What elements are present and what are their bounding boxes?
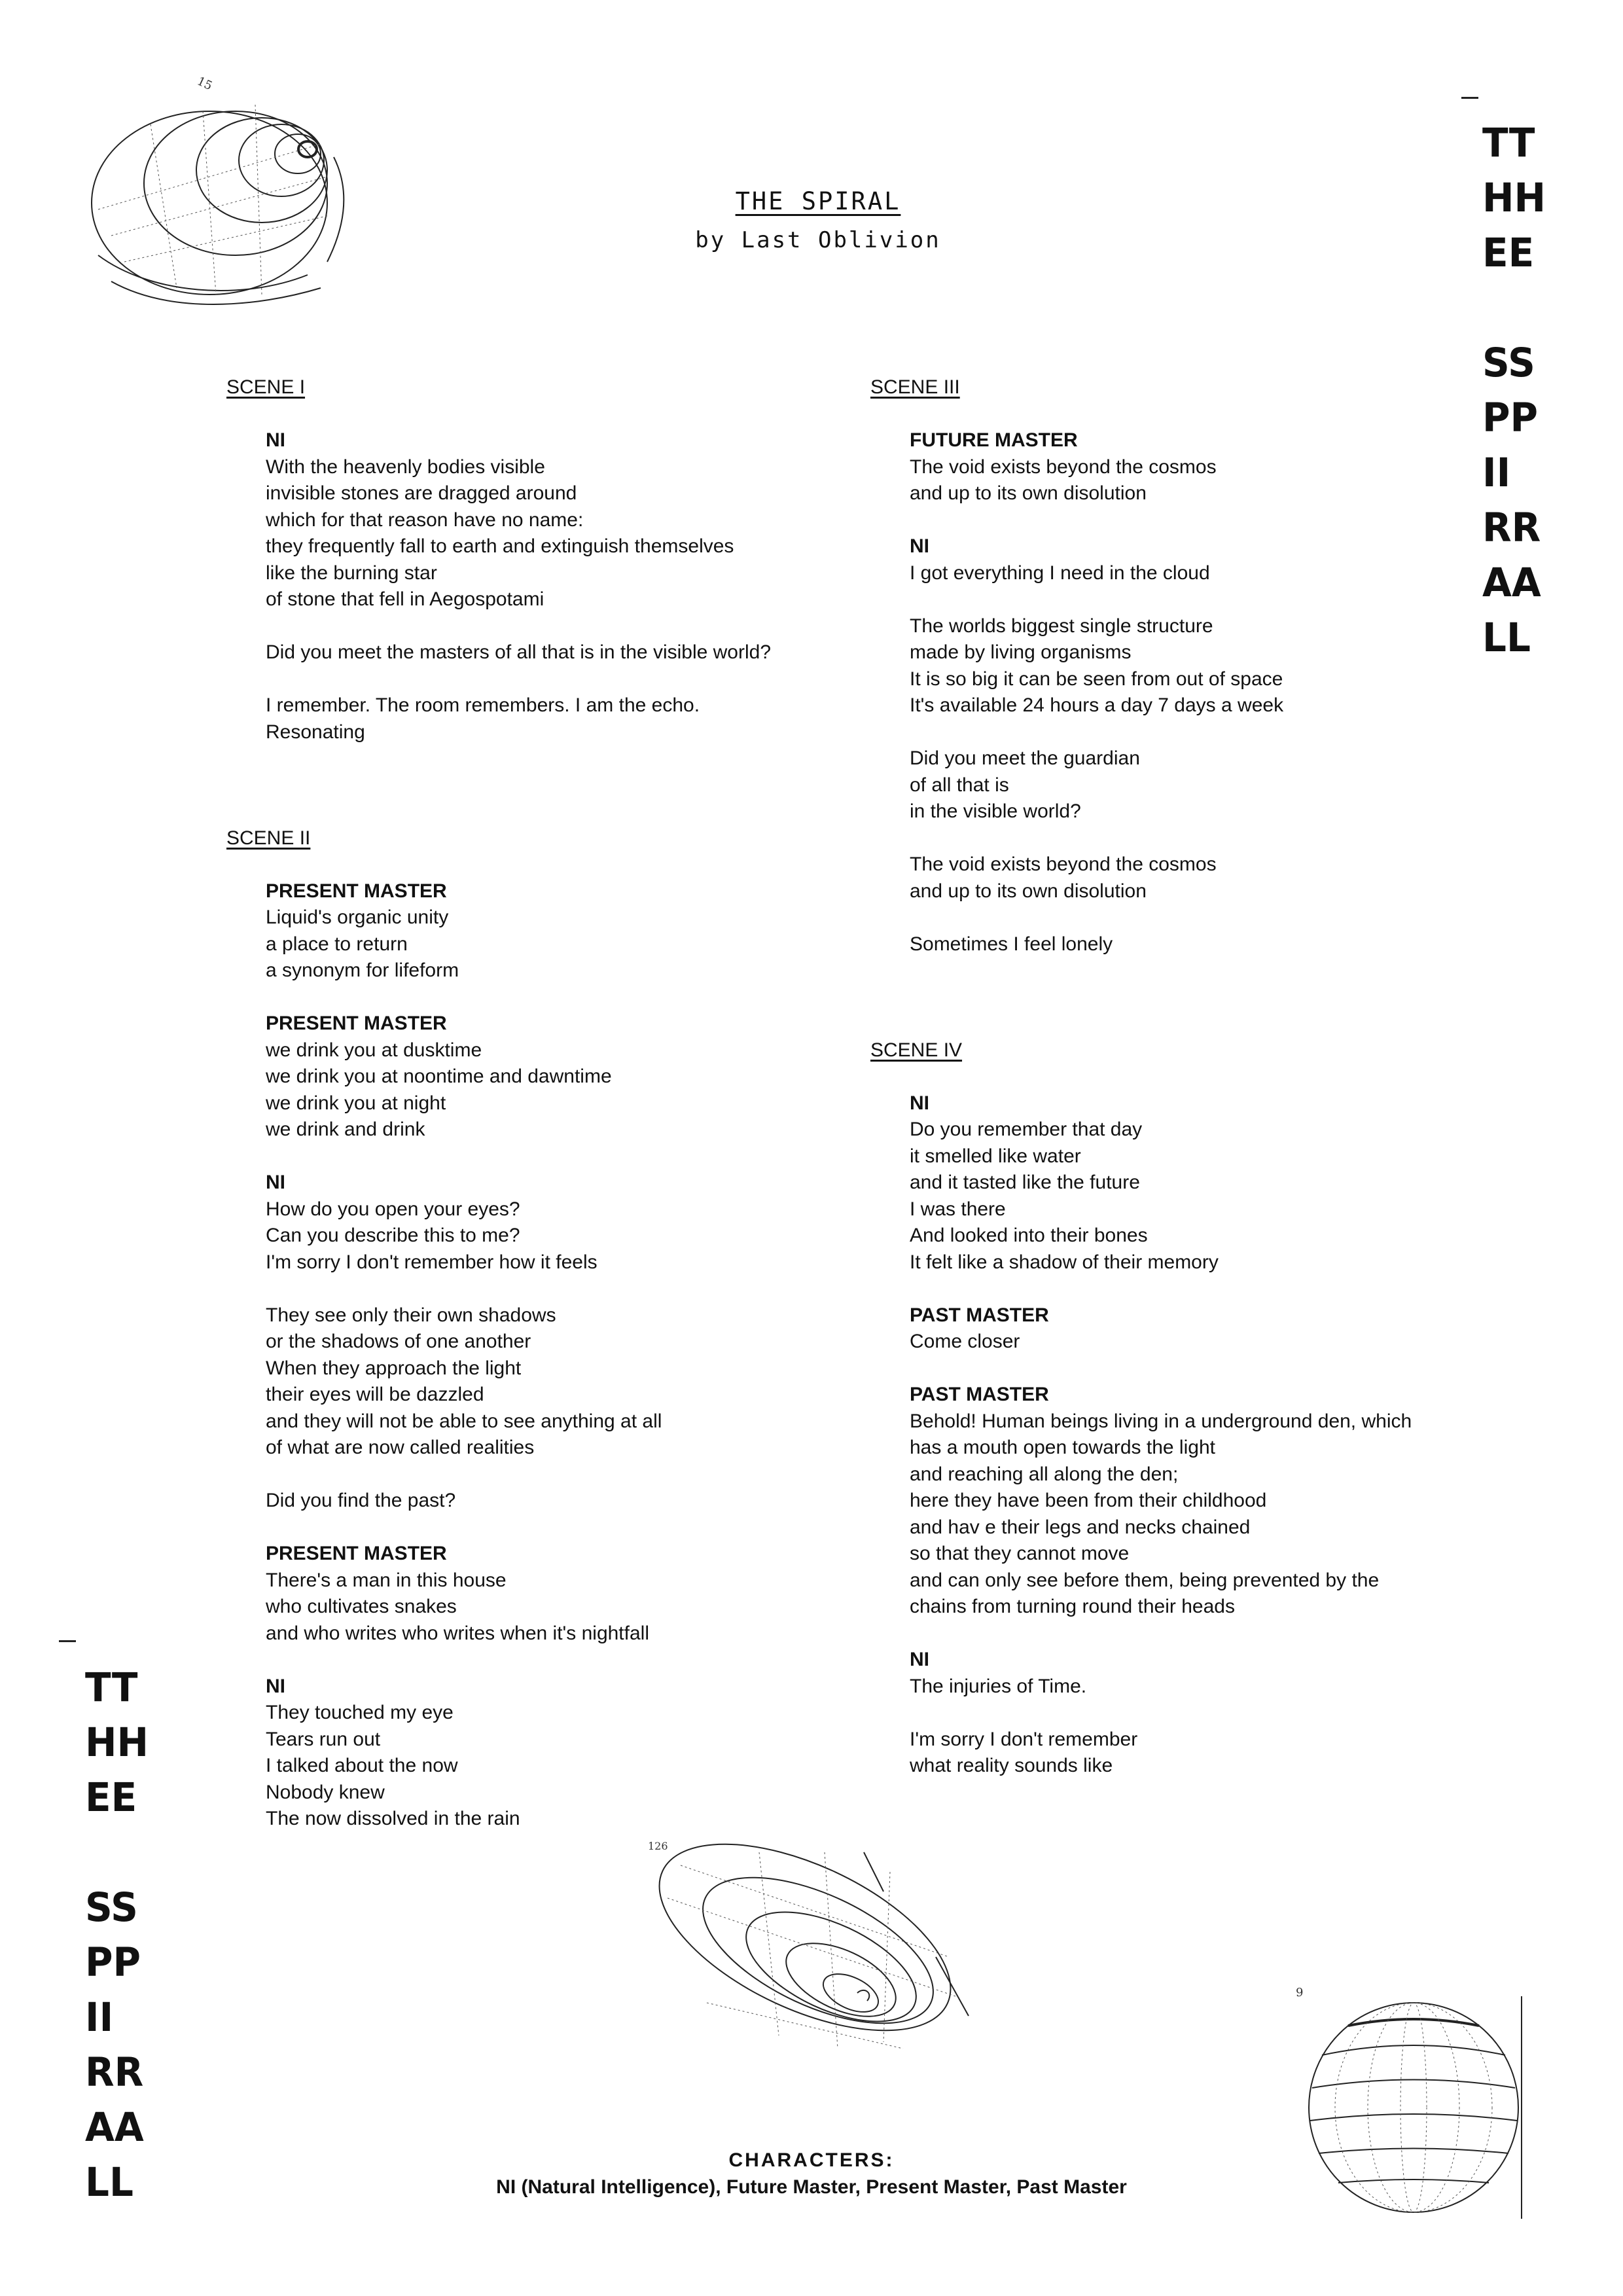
glyph-letter: II [1482, 450, 1511, 497]
verse-line: made by living organisms [910, 641, 1132, 663]
verse-line: in the visible world? [910, 800, 1081, 822]
glyph-letter: HH [1482, 175, 1546, 222]
verse-line: a place to return [266, 933, 408, 955]
glyph-letter: II [85, 1994, 114, 2041]
verse-line: chains from turning round their heads [910, 1596, 1235, 1617]
speaker-name: PAST MASTER [910, 1304, 1049, 1326]
verse-line: Liquid's organic unity [266, 906, 449, 928]
verse-line: I'm sorry I don't remember [910, 1728, 1138, 1750]
dialogue-block [266, 1011, 815, 1143]
speaker-name: PRESENT MASTER [266, 1013, 447, 1034]
left-column [226, 374, 815, 1833]
drawing-number-top: 15 [194, 74, 215, 94]
verse-line: I got everything I need in the cloud [910, 562, 1210, 584]
verse-line: we drink and drink [266, 1119, 425, 1140]
verse-line: which for that reason have no name: [266, 509, 584, 531]
verse-line: they frequently fall to earth and extinguish themselves [266, 535, 734, 557]
byline: by Last Oblivion [695, 227, 941, 253]
glyph-column-right [1476, 118, 1567, 668]
dialogue-block [910, 1090, 1459, 1276]
verse-line: and up to its own disolution [910, 880, 1147, 902]
verse-line: Sometimes I feel lonely [910, 933, 1113, 955]
verse-line: It's available 24 hours a day 7 days a week [910, 694, 1284, 716]
drawing-number-globe: 9 [1296, 1986, 1304, 2000]
speaker-name: NI [266, 1172, 285, 1193]
dialogue-block [910, 745, 1459, 825]
verse-line: The injuries of Time. [910, 1675, 1087, 1697]
scene-title: SCENE IV [870, 1039, 963, 1061]
speaker-name: NI [266, 429, 285, 451]
scene-body [870, 1064, 1459, 1780]
glyph-letter: HH [85, 1719, 149, 1767]
glyph-letter: AA [1482, 560, 1541, 607]
scene-body [870, 401, 1459, 958]
dialogue-block [266, 1302, 815, 1462]
speaker-name: PRESENT MASTER [266, 880, 447, 902]
verse-line: has a mouth open towards the light [910, 1437, 1215, 1458]
scene-4 [870, 1037, 1459, 1780]
dialogue-block [266, 1541, 815, 1647]
verse-line: Did you meet the guardian [910, 747, 1140, 769]
speaker-name: NI [910, 1649, 929, 1670]
dialogue-block [910, 852, 1459, 905]
glyph-letter: EE [85, 1774, 137, 1821]
verse-line: so that they cannot move [910, 1543, 1130, 1564]
glyph-letter: SS [85, 1884, 138, 1931]
verse-line: Nobody knew [266, 1781, 385, 1803]
characters-label: CHARACTERS: [728, 2149, 895, 2171]
verse-line: of what are now called realities [266, 1437, 535, 1458]
verse-line: It felt like a shadow of their memory [910, 1251, 1219, 1273]
speaker-name: NI [910, 1092, 929, 1114]
dash-mark [1461, 97, 1478, 99]
dialogue-block [266, 427, 815, 613]
glyph-letter: AA [85, 2104, 144, 2151]
speaker-name: NI [910, 535, 929, 557]
verse-line: They see only their own shadows [266, 1304, 556, 1326]
characters-section [419, 2147, 1204, 2200]
verse-line: we drink you at dusktime [266, 1039, 482, 1061]
drawing-number-bowl: 126 [648, 1840, 668, 1852]
glyph-letter: RR [1482, 505, 1541, 552]
verse-line: Behold! Human beings living in a underground den, which [910, 1410, 1412, 1432]
scene-title: SCENE II [226, 827, 311, 849]
dialogue-block [910, 931, 1459, 958]
glyph-letter: TT [1482, 120, 1535, 167]
verse-line: and hav e their legs and necks chained [910, 1516, 1251, 1538]
verse-line: we drink you at noontime and dawntime [266, 1066, 612, 1087]
verse-line: like the burning star [266, 562, 437, 584]
glyph-letter: LL [1482, 615, 1531, 662]
glyph-letter: TT [85, 1664, 138, 1712]
characters-list: NI (Natural Intelligence), Future Master, Present Master, Past Master [496, 2176, 1127, 2198]
dialogue-block [910, 427, 1459, 507]
verse-line: I'm sorry I don't remember how it feels [266, 1251, 597, 1273]
glyph-column-left [79, 1662, 170, 2212]
verse-line: The void exists beyond the cosmos [910, 456, 1217, 478]
verse-line: There's a man in this house [266, 1569, 507, 1591]
verse-line: and it tasted like the future [910, 1172, 1140, 1193]
scene-title: SCENE I [226, 376, 306, 398]
verse-line: or the shadows of one another [266, 1331, 531, 1352]
verse-line: The void exists beyond the cosmos [910, 853, 1217, 875]
speaker-name: PAST MASTER [910, 1384, 1049, 1405]
verse-line: of stone that fell in Aegospotami [266, 588, 544, 610]
verse-line: I remember. The room remembers. I am the echo. [266, 694, 700, 716]
glyph-letter: LL [85, 2159, 134, 2206]
verse-line: It is so big it can be seen from out of space [910, 668, 1283, 690]
speaker-name: NI [266, 1675, 285, 1697]
verse-line: I was there [910, 1198, 1006, 1220]
verse-line: How do you open your eyes? [266, 1198, 520, 1220]
glyph-letter: PP [85, 1939, 141, 1986]
verse-line: invisible stones are dragged around [266, 482, 577, 504]
right-column [870, 374, 1459, 1780]
verse-line: Do you remember that day [910, 1119, 1143, 1140]
verse-line: here they have been from their childhood [910, 1490, 1267, 1511]
dialogue-block [266, 692, 815, 745]
verse-line: and can only see before them, being prevented by the [910, 1569, 1380, 1591]
dialogue-block [910, 533, 1459, 586]
page-title: THE SPIRAL [735, 187, 901, 215]
verse-line: Did you meet the masters of all that is in the visible world? [266, 641, 772, 663]
verse-line: They touched my eye [266, 1702, 454, 1723]
verse-line: The now dissolved in the rain [266, 1808, 520, 1829]
glyph-letter: EE [1482, 230, 1535, 277]
dialogue-block [910, 1727, 1459, 1780]
verse-line: a synonym for lifeform [266, 960, 459, 981]
sphere-globe-drawing [1296, 1983, 1538, 2232]
speaker-name: FUTURE MASTER [910, 429, 1078, 451]
spiral-shell-drawing-top [72, 65, 360, 314]
verse-line: it smelled like water [910, 1145, 1081, 1167]
speaker-name: PRESENT MASTER [266, 1543, 447, 1564]
verse-line: and they will not be able to see anything at all [266, 1410, 662, 1432]
verse-line: The worlds biggest single structure [910, 615, 1213, 637]
verse-line: Resonating [266, 721, 365, 743]
verse-line: Tears run out [266, 1728, 381, 1750]
verse-line: Can you describe this to me? [266, 1225, 520, 1246]
dialogue-block [910, 1302, 1459, 1355]
dialogue-block [266, 1170, 815, 1276]
scene-title: SCENE III [870, 376, 960, 398]
glyph-letter: RR [85, 2049, 144, 2096]
dialogue-block [266, 1674, 815, 1833]
dialogue-block [910, 1647, 1459, 1700]
verse-line: who cultivates snakes [266, 1596, 457, 1617]
scene-2 [226, 825, 815, 1833]
dialogue-block [910, 1382, 1459, 1621]
scene-1 [226, 374, 815, 745]
dialogue-block [266, 878, 815, 984]
glyph-letter: PP [1482, 395, 1539, 442]
scene-3 [870, 374, 1459, 958]
verse-line: I talked about the now [266, 1755, 458, 1776]
scene-body [226, 852, 815, 1833]
dialogue-block [266, 1488, 815, 1515]
spiral-bowl-drawing-bottom [628, 1826, 995, 2062]
glyph-letter: SS [1482, 340, 1535, 387]
verse-line: And looked into their bones [910, 1225, 1148, 1246]
verse-line: their eyes will be dazzled [266, 1384, 484, 1405]
verse-line: With the heavenly bodies visible [266, 456, 545, 478]
verse-line: and reaching all along the den; [910, 1463, 1179, 1485]
verse-line: and who writes who writes when it's nightfall [266, 1622, 649, 1644]
verse-line: what reality sounds like [910, 1755, 1113, 1776]
verse-line: and up to its own disolution [910, 482, 1147, 504]
dash-mark [59, 1640, 76, 1642]
dialogue-block [910, 613, 1459, 719]
verse-line: we drink you at night [266, 1092, 446, 1114]
verse-line: When they approach the light [266, 1357, 522, 1379]
verse-line: Come closer [910, 1331, 1020, 1352]
verse-line: of all that is [910, 774, 1009, 796]
verse-line: Did you find the past? [266, 1490, 456, 1511]
title-block [615, 187, 1021, 253]
scene-body [226, 401, 815, 746]
dialogue-block [266, 639, 815, 666]
